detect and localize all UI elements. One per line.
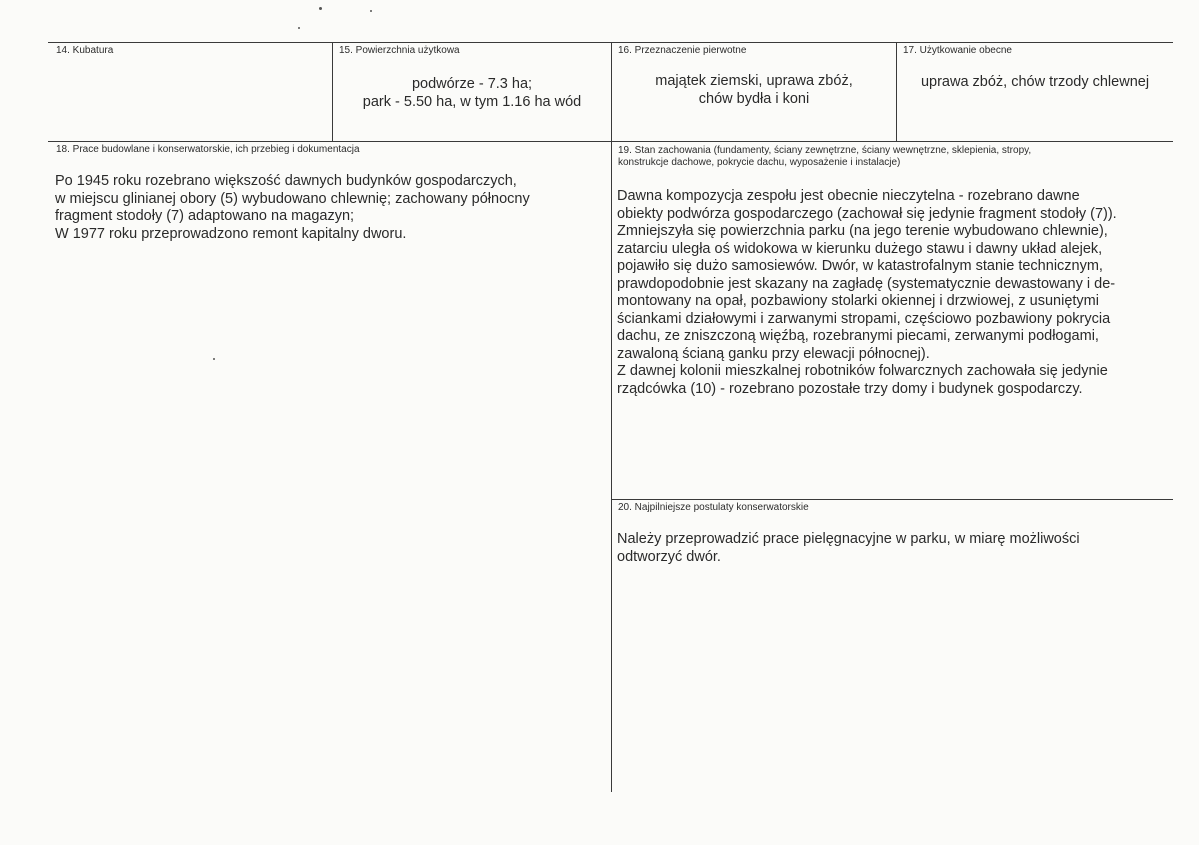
field-20-label: 20. Najpilniejsze postulaty konserwatorskie xyxy=(618,502,809,513)
field-16-line-1: majątek ziemski, uprawa zbóż, xyxy=(655,73,853,89)
field-18-label: 18. Prace budowlane i konserwatorskie, ich przebieg i dokumentacja xyxy=(56,144,360,155)
field-14-label: 14. Kubatura xyxy=(56,45,114,56)
field-19-label-line-2: konstrukcje dachowe, pokrycie dachu, wyposażenie i instalacje) xyxy=(618,157,901,168)
field-15-label: 15. Powierzchnia użytkowa xyxy=(339,45,460,56)
field-19-text: Dawna kompozycja zespołu jest obecnie nieczytelna - rozebrano dawne obiekty podwórza gospodarczego (zachował się jedynie fragment stodoły (7)). Zmniejszyła się powierzchnia parku (na jego terenie wybudowano chlewnie), zatarciu uległa oś widokowa w kierunku dużego stawu i dawny układ alejek, pojawiło się dużo samosiewów. Dwór, w katastrofalnym stanie technicznym, prawdopodobnie jest skazany na zagładę (systematycznie dewastowany i de- montowany na opał, pozbawiony stolarki okiennej i drzwiowej, z usuniętymi ściankami działowymi i zarwanymi stropami, częściowo pozbawiony pokrycia dachu, ze zniszczoną więźbą, rozebranymi piecami, zerwanymi podłogami, zawaloną ścianą ganku przy elewacji północnej). Z dawnej kolonii mieszkalnej robotników folwarcznych zachowała się jedynie rządcówka (10) - rozebrano pozostałe trzy domy i budynek gospodarczy. xyxy=(617,188,1117,397)
col-divider-2 xyxy=(611,42,612,792)
col-divider-3 xyxy=(896,42,897,142)
field-15-line-1: podwórze - 7.3 ha; xyxy=(411,76,533,92)
field-19-label-line-1: 19. Stan zachowania (fundamenty, ściany zewnętrzne, ściany wewnętrzne, sklepienia, stropy, xyxy=(618,145,1032,156)
field-15-value xyxy=(333,76,611,111)
field-16-value xyxy=(612,73,896,108)
field-19-label xyxy=(618,145,1031,169)
scan-speck xyxy=(370,10,372,12)
scan-speck xyxy=(298,27,300,29)
field-17-value: uprawa zbóż, chów trzody chlewnej xyxy=(920,74,1150,90)
field-20-text: Należy przeprowadzić prace pielęgnacyjne w parku, w miarę możliwości odtworzyć dwór. xyxy=(617,531,1080,565)
field-17-label: 17. Użytkowanie obecne xyxy=(903,45,1012,56)
field-18-text: Po 1945 roku rozebrano większość dawnych budynków gospodarczych, w miejscu glinianej obory (5) wybudowano chlewnię; zachowany północny fragment stodoły (7) adaptowano na magazyn; W 1977 roku przeprowadzono remont kapitalny dworu. xyxy=(55,173,530,242)
section-20-divider xyxy=(611,499,1173,500)
scan-speck xyxy=(213,358,215,360)
field-16-label: 16. Przeznaczenie pierwotne xyxy=(618,45,747,56)
field-16-line-2: chów bydła i koni xyxy=(698,90,810,107)
field-15-line-2: park - 5.50 ha, w tym 1.16 ha wód xyxy=(362,93,582,110)
scan-speck xyxy=(319,7,322,10)
